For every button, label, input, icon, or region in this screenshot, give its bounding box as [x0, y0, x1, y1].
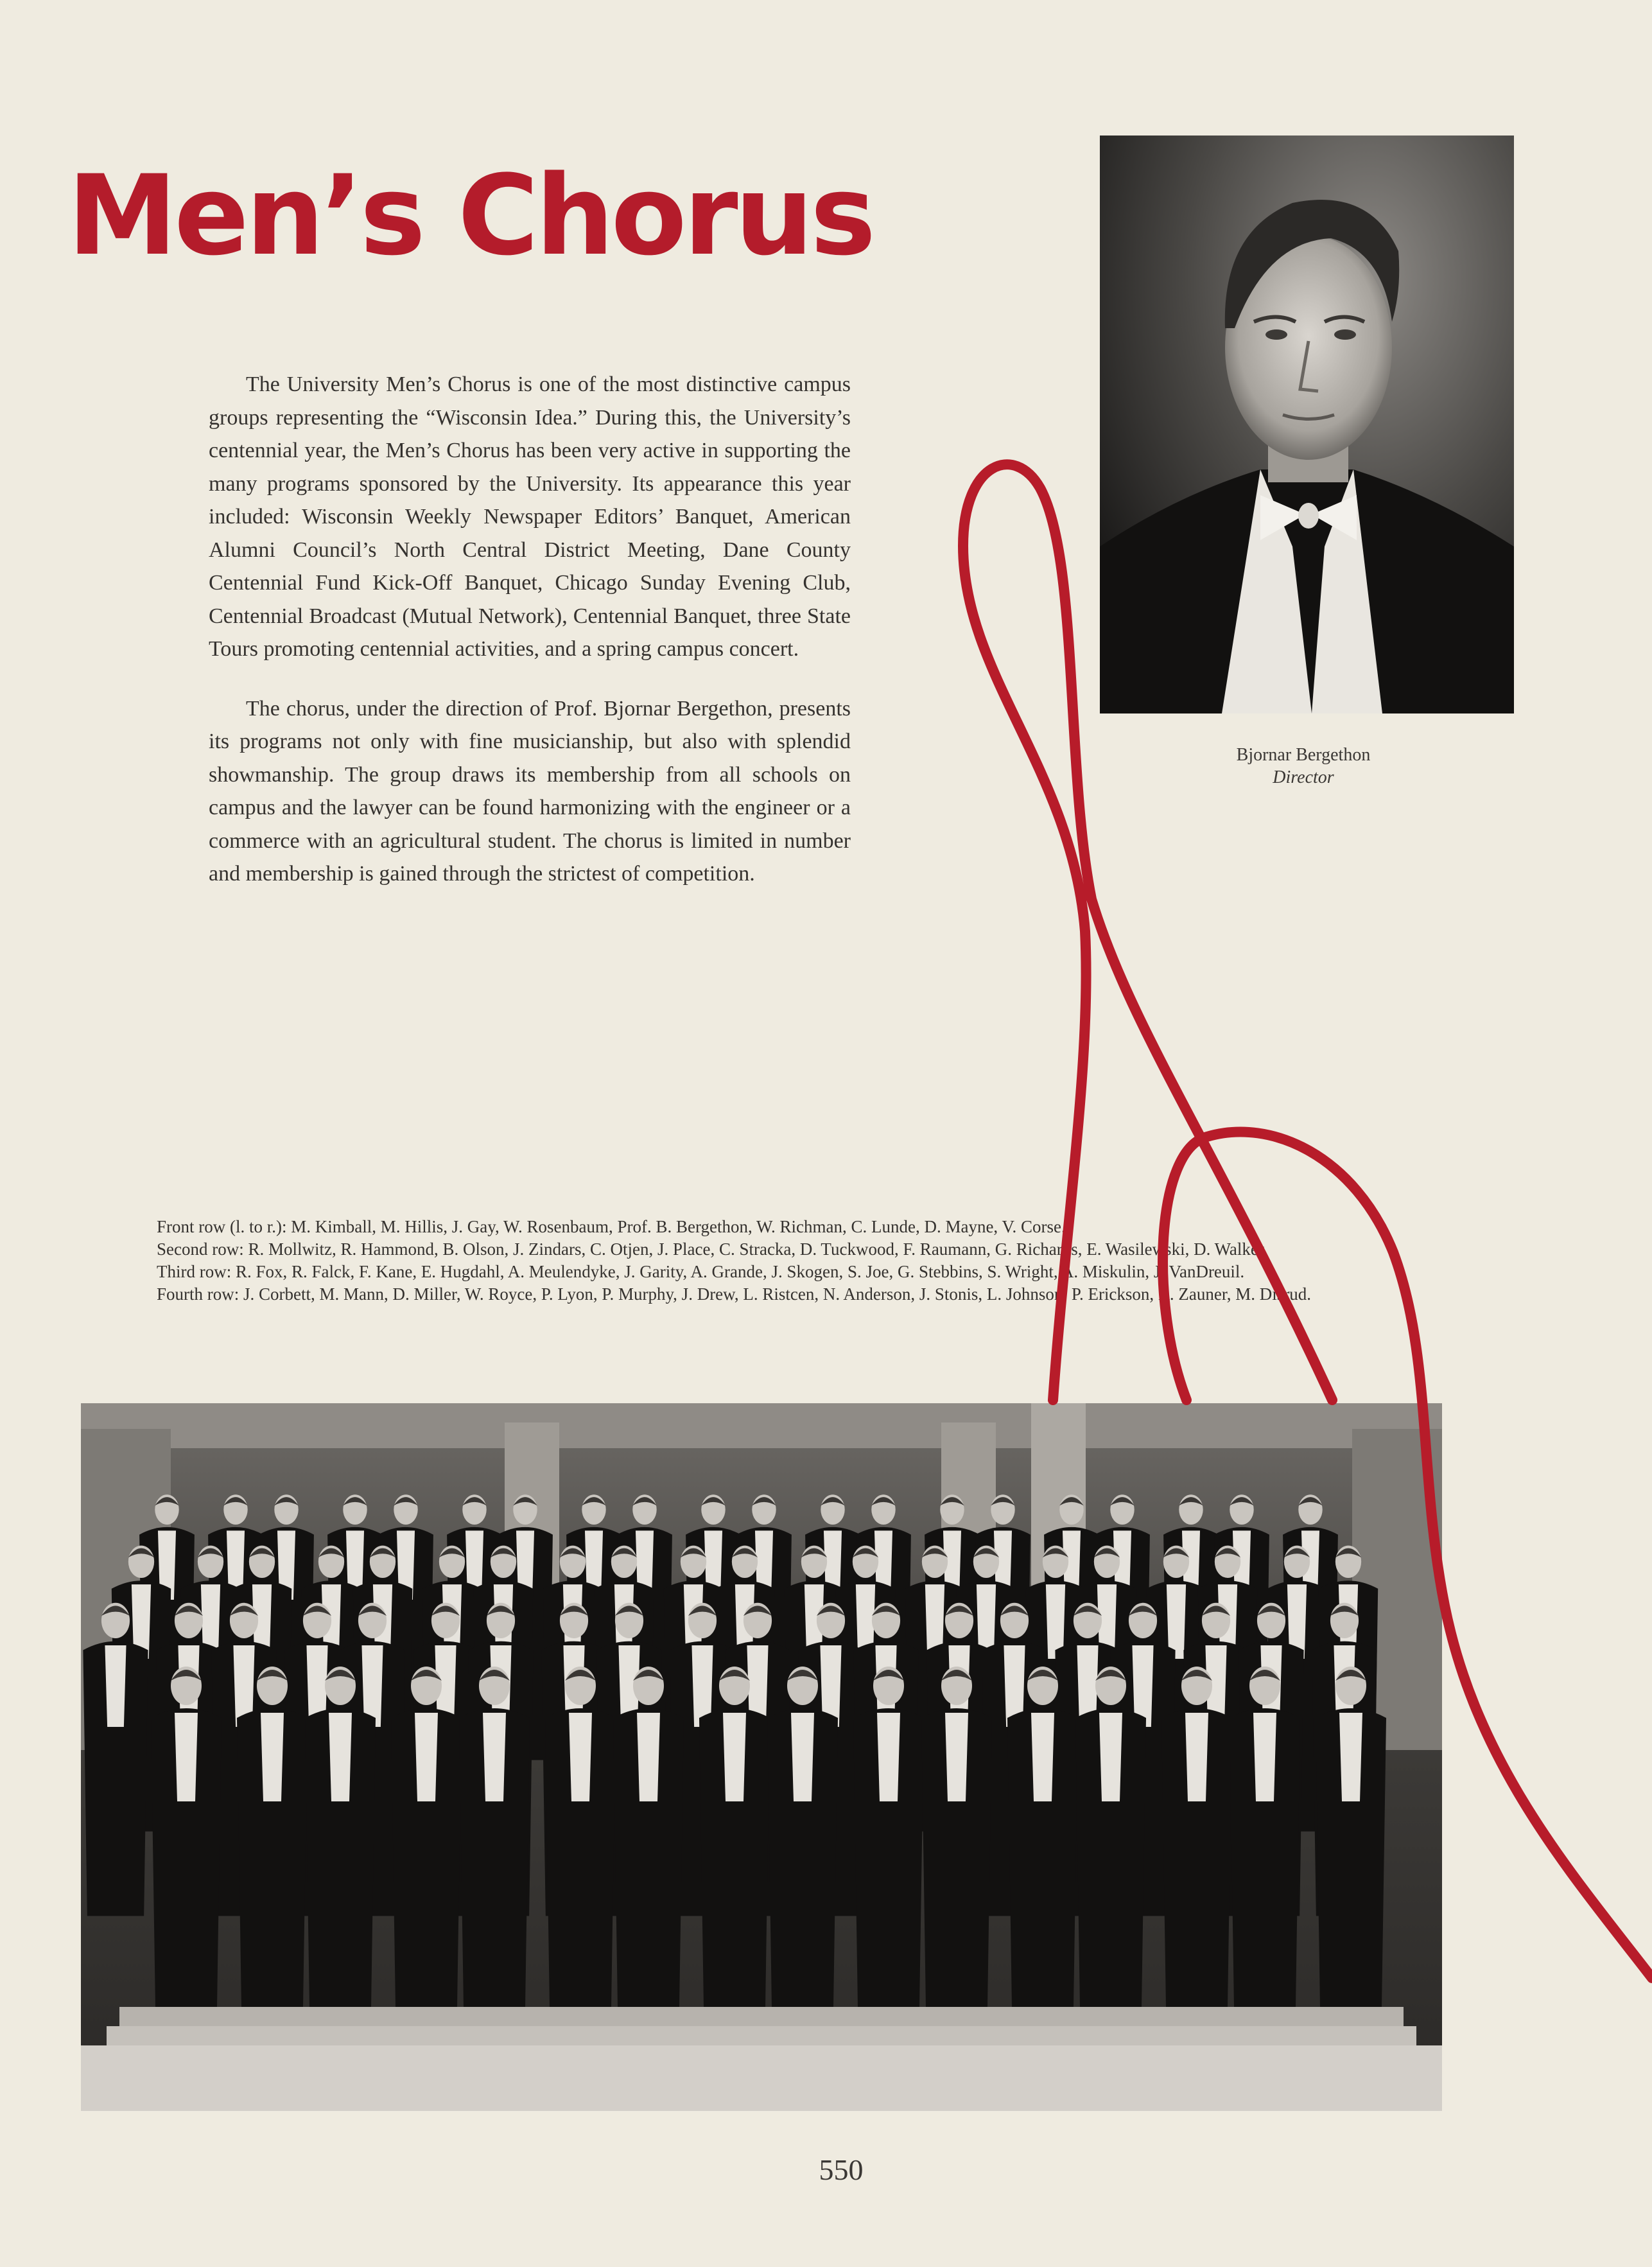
page-number: 550 [819, 2153, 864, 2186]
choir-member-shirt [637, 1713, 660, 1801]
choir-member-shirt [175, 1713, 198, 1801]
article-body [209, 368, 851, 917]
third-row-names: Third row: R. Fox, R. Falck, F. Kane, E. Hugdahl, A. Meulendyke, J. Garity, A. Grande, J. Skogen, S. Joe, G. Stebbins, S. Wright, A. Miskulin, J. VanDreuil. [157, 1262, 1245, 1281]
choir-member-shirt [261, 1713, 284, 1801]
chorus-group-photo [81, 1403, 1442, 2111]
second-row-names: Second row: R. Mollwitz, R. Hammond, B. Olson, J. Zindars, C. Otjen, J. Place, C. Stracka, D. Tuckwood, F. Raumann, G. Richards, E. Wasilewski, D. Walker. [157, 1239, 1268, 1259]
choir-member-shirt [105, 1645, 126, 1727]
member-names-list [157, 1216, 1377, 1306]
choir-member-shirt [723, 1713, 746, 1801]
page-title: Men’s Chorus [67, 151, 873, 280]
choir-member-shirt [945, 1713, 968, 1801]
choir-member-shirt [483, 1713, 506, 1801]
director-name: Bjornar Bergethon [1236, 745, 1371, 765]
choir-member-shirt [1099, 1713, 1122, 1801]
choir-member-shirt [1253, 1713, 1276, 1801]
fourth-row-names: Fourth row: J. Corbett, M. Mann, D. Miller, W. Royce, P. Lyon, P. Murphy, J. Drew, L. Ristcen, N. Anderson, J. Stonis, L. Johnson, P. Erickson, R. Zauner, M. Disrud. [157, 1284, 1312, 1304]
director-portrait-photo [1100, 136, 1514, 713]
choir-member-shirt [877, 1713, 900, 1801]
paragraph-2: The chorus, under the direction of Prof. Bjornar Bergethon, presents its programs not only with fine musicianship, but also with splendid showmanship. The group draws its membership from all schools on campus and the lawyer can be found harmonizing with the engineer or a commerce with an agricultural student. The chorus is limited in number and membership is gained through the strictest of competition. [209, 696, 851, 886]
choir-member-shirt [1339, 1713, 1362, 1801]
choir-member-shirt [1185, 1713, 1208, 1801]
choir-member-shirt [569, 1713, 592, 1801]
choir-member-shirt [1031, 1713, 1054, 1801]
portrait-caption [1169, 744, 1438, 789]
choir-member-shirt [791, 1713, 814, 1801]
paragraph-1: The University Men’s Chorus is one of the most distinctive campus groups representing the “Wisconsin Idea.” During this, the University’s centennial year, the Men’s Chorus has been very active in supporting the many programs sponsored by the University. Its appearance this year included: Wisconsin Weekly Newspaper Editors’ Banquet, American Alumni Council’s North Central District Meeting, Dane County Centennial Fund Kick-Off Banquet, Chicago Sunday Evening Club, Centennial Broadcast (Mutual Network), Centennial Banquet, three State Tours promoting centennial activities, and a spring campus concert. [209, 372, 851, 661]
front-row-names: Front row (l. to r.): M. Kimball, M. Hillis, J. Gay, W. Rosenbaum, Prof. B. Bergethon, W. Richman, C. Lunde, D. Mayne, V. Corse. [157, 1217, 1066, 1236]
choir-member-shirt [329, 1713, 352, 1801]
director-role: Director [1273, 767, 1334, 787]
choir-member-shirt [415, 1713, 438, 1801]
